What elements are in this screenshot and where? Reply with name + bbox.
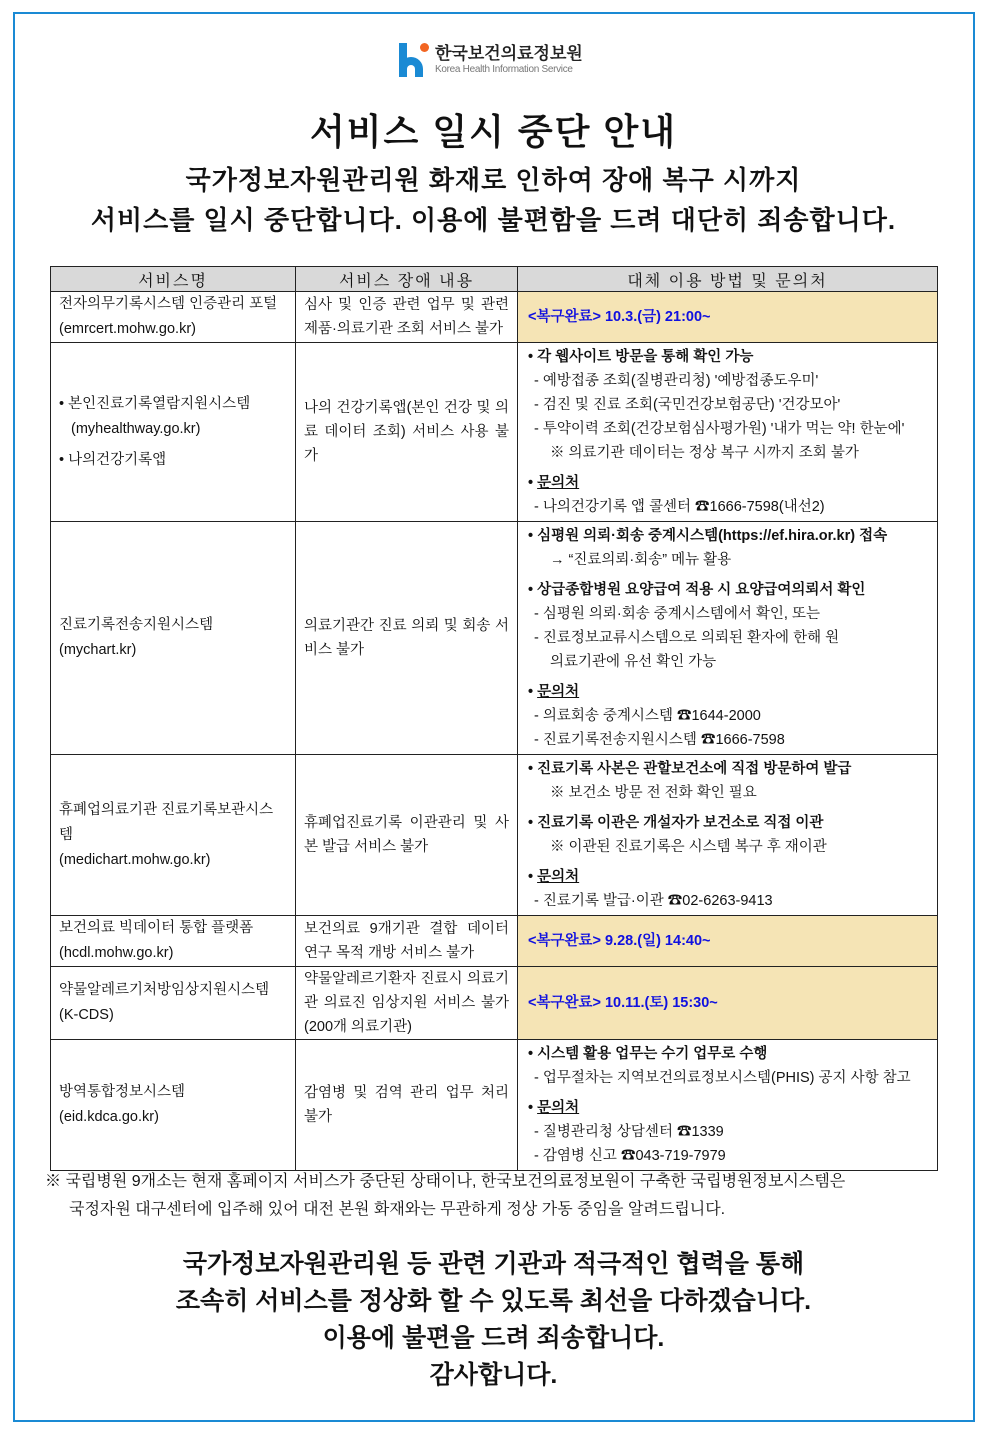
alternative-line: - 의료회송 중계시스템 ☎1644-2000 (528, 704, 927, 728)
alternative-cell (518, 343, 938, 522)
closing-line: 이용에 불편을 드려 죄송합니다. (322, 1324, 665, 1352)
alternative-line (528, 865, 927, 889)
alternative-line: - 질병관리청 상담센터 ☎1339 (528, 1120, 927, 1144)
alternative-cell (518, 755, 938, 916)
issue-cell: 약물알레르기환자 진료시 의료기관 의료진 임상지원 서비스 불가 (200개 의료기관) (296, 967, 518, 1040)
table-row (51, 967, 938, 1040)
alternative-line: - 진료정보교류시스템으로 의뢰된 환자에 한해 원 (528, 626, 927, 650)
service-name-cell (51, 522, 296, 755)
contact-heading: 문의처 (537, 475, 580, 491)
alternative-line: - 검진 및 진료 조회(국민건강보험공단) '건강모아' (528, 393, 927, 417)
service-name-line: (myhealthway.go.kr) (71, 420, 201, 437)
footnote-line: ※ 국립병원 9개소는 현재 홈페이지 서비스가 중단된 상태이나, 한국보건의료정보원이 구축한 국립병원정보시스템은 (45, 1173, 846, 1190)
alternative-cell (518, 522, 938, 755)
alternative-line: • 진료기록 이관은 개설자가 보건소로 직접 이관 (528, 811, 927, 835)
alternative-line: - 나의건강기록 앱 콜센터 ☎1666-7598(내선2) (528, 495, 927, 519)
logo-korean: 한국보건의료정보원 (435, 43, 583, 63)
issue-cell: 의료기관간 진료 의뢰 및 회송 서비스 불가 (296, 522, 518, 755)
table-row (51, 292, 938, 343)
contact-heading: 문의처 (537, 869, 580, 885)
table-row (51, 755, 938, 916)
table-row (51, 522, 938, 755)
alternative-line: • 시스템 활용 업무는 수기 업무로 수행 (528, 1042, 927, 1066)
alternative-line: - 진료기록전송지원시스템 ☎1666-7598 (528, 728, 927, 752)
service-name-line: (medichart.mohw.go.kr) (59, 851, 211, 868)
header-issue: 서비스 장애 내용 (296, 267, 518, 292)
alternative-line: • 심평원 의뢰·회송 중계시스템(https://ef.hira.or.kr) 접속 (528, 524, 927, 548)
alternative-line (528, 1096, 927, 1120)
service-name-cell (51, 292, 296, 343)
alternative-line: - 심평원 의뢰·회송 중계시스템에서 확인, 또는 (528, 602, 927, 626)
restored-status: <복구완료> 9.28.(일) 14:40~ (518, 916, 938, 967)
logo-english: Korea Health Information Service (435, 63, 573, 75)
service-name-line: (eid.kdca.go.kr) (59, 1109, 159, 1125)
alternative-line (528, 471, 927, 495)
subtitle-line: 국가정보자원관리원 화재로 인하여 장애 복구 시까지 (185, 165, 802, 195)
alternative-line: ※ 보건소 방문 전 전화 확인 필요 (550, 785, 757, 801)
service-name-line: (emrcert.mohw.go.kr) (59, 321, 196, 337)
service-name-line: (K-CDS) (59, 1007, 114, 1023)
closing-line: 감사합니다. (429, 1361, 558, 1389)
service-name-line: (mychart.kr) (59, 642, 137, 658)
alternative-line: 의료기관에 유선 확인 가능 (550, 654, 717, 670)
service-name-line: • 나의건강기록앱 (59, 451, 167, 468)
restored-status: <복구완료> 10.11.(토) 15:30~ (518, 967, 938, 1040)
alternative-cell (518, 1040, 938, 1171)
alternative-line: → “진료의뢰·회송” 메뉴 활용 (550, 552, 732, 568)
table-row (51, 1040, 938, 1171)
issue-cell: 감염병 및 검역 관리 업무 처리 불가 (296, 1040, 518, 1171)
service-name-line: 진료기록전송지원시스템 (59, 617, 214, 633)
alternative-line: - 진료기록 발급·이관 ☎02-6263-9413 (528, 889, 927, 913)
alternative-line: - 예방접종 조회(질병관리청) '예방접종도우미' (528, 369, 927, 393)
service-name-line: 보건의료 빅데이터 통합 플랫폼 (59, 920, 254, 936)
service-name-cell (51, 916, 296, 967)
alternative-line: • 진료기록 사본은 관할보건소에 직접 방문하여 발급 (528, 757, 927, 781)
issue-cell: 보건의료 9개기관 결합 데이터 연구 목적 개방 서비스 불가 (296, 916, 518, 967)
header-alternative: 대체 이용 방법 및 문의처 (518, 267, 938, 292)
alternative-line: ※ 의료기관 데이터는 정상 복구 시까지 조회 불가 (550, 445, 859, 461)
footnote (45, 1168, 945, 1224)
closing-line: 국가정보자원관리원 등 관련 기관과 적극적인 협력을 통해 (182, 1250, 805, 1278)
footnote-line: 국정자원 대구센터에 입주해 있어 대전 본원 화재와는 무관하게 정상 가동 중임을 알려드립니다. (69, 1201, 726, 1218)
service-name-line: (hcdl.mohw.go.kr) (59, 945, 174, 961)
restored-status: <복구완료> 10.3.(금) 21:00~ (518, 292, 938, 343)
issue-cell: 나의 건강기록앱(본인 건강 및 의료 데이터 조회) 서비스 사용 불가 (296, 343, 518, 522)
contact-heading: 문의처 (537, 684, 580, 700)
closing-line: 조속히 서비스를 정상화 할 수 있도록 최선을 다하겠습니다. (175, 1287, 812, 1315)
alternative-line: - 업무절차는 지역보건의료정보시스템(PHIS) 공지 사항 참고 (528, 1066, 927, 1090)
service-name-line: 약물알레르기처방임상지원시스템 (59, 982, 270, 998)
subtitle-line: 서비스를 일시 중단합니다. 이용에 불편함을 드려 대단히 죄송합니다. (90, 205, 897, 235)
table-row (51, 343, 938, 522)
logo (399, 43, 583, 77)
logo-mark-icon (399, 43, 429, 77)
issue-cell: 심사 및 인증 관련 업무 및 관련 제품·의료기관 조회 서비스 불가 (296, 292, 518, 343)
service-table (50, 266, 938, 1171)
service-name-cell (51, 1040, 296, 1171)
service-name-cell (51, 755, 296, 916)
header-service-name: 서비스명 (51, 267, 296, 292)
service-name-line: 전자의무기록시스템 인증관리 포털 (59, 296, 278, 312)
service-name-cell (51, 967, 296, 1040)
service-name-line: • 본인진료기록열람지원시스템 (59, 395, 251, 412)
alternative-line: - 감염병 신고 ☎043-719-7979 (528, 1144, 927, 1168)
closing-message (0, 1246, 987, 1394)
alternative-line: - 투약이력 조회(건강보험심사평가원) '내가 먹는 약! 한눈에' (528, 417, 927, 441)
alternative-line (528, 680, 927, 704)
alternative-line: • 각 웹사이트 방문을 통해 확인 가능 (528, 345, 927, 369)
table-row (51, 916, 938, 967)
service-name-line: 방역통합정보시스템 (59, 1084, 186, 1100)
alternative-line: ※ 이관된 진료기록은 시스템 복구 후 재이관 (550, 839, 827, 855)
alternative-line: • 상급종합병원 요양급여 적용 시 요양급여의뢰서 확인 (528, 578, 927, 602)
service-name-line: 휴폐업의료기관 진료기록보관시스템 (59, 801, 274, 843)
service-name-cell (51, 343, 296, 522)
contact-heading: 문의처 (537, 1100, 580, 1116)
issue-cell: 휴폐업진료기록 이관관리 및 사본 발급 서비스 불가 (296, 755, 518, 916)
page-title: 서비스 일시 중단 안내 (310, 111, 677, 152)
